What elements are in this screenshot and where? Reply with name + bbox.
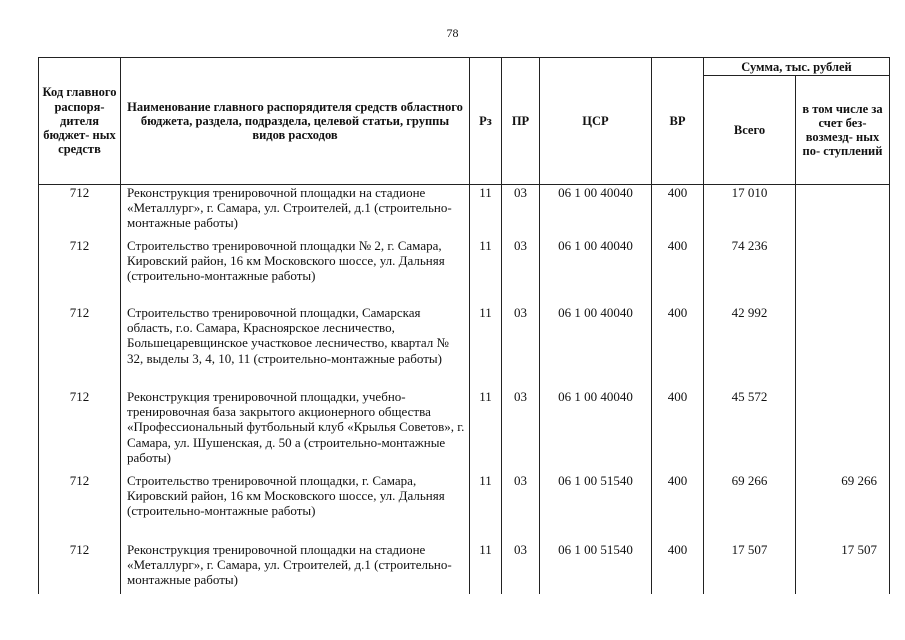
cell-name: Реконструкция тренировочной площадки на стадионе «Металлург», г. Самара, ул. Строителей, д.1 (строительно-монтажные работы) [121,185,470,239]
cell-incl: 69 266 [796,473,890,542]
cell-incl [796,305,890,389]
cell-csr: 06 1 00 51540 [540,473,652,542]
table-row [39,389,890,473]
cell-rz: 11 [470,473,502,542]
cell-vr: 400 [652,542,704,594]
cell-total: 69 266 [704,473,796,542]
table-row [39,473,890,542]
cell-code: 712 [39,238,121,305]
page-number: 78 [446,26,459,40]
cell-name: Строительство тренировочной площадки, г. Самара, Кировский район, 16 км Московского шоссе, ул. Дальняя (строительно-монтажные работы) [121,473,470,542]
cell-total: 45 572 [704,389,796,473]
cell-incl: 17 507 [796,542,890,594]
cell-csr: 06 1 00 40040 [540,238,652,305]
cell-csr: 06 1 00 51540 [540,542,652,594]
cell-code: 712 [39,542,121,594]
header-total: Всего [704,76,796,185]
cell-rz: 11 [470,185,502,239]
cell-name: Строительство тренировочной площадки, Самарская область, г.о. Самара, Красноярское лесничество, Большецаревщинское участковое лесничество, квартал № 32, выделы 3, 4, 10, 11 (строительно-монтажные работы) [121,305,470,389]
cell-pr: 03 [502,542,540,594]
header-vr: ВР [652,58,704,185]
table-row [39,238,890,305]
header-csr: ЦСР [540,58,652,185]
cell-vr: 400 [652,389,704,473]
header-rz: Рз [470,58,502,185]
cell-vr: 400 [652,238,704,305]
cell-incl [796,389,890,473]
cell-pr: 03 [502,185,540,239]
cell-name: Реконструкция тренировочной площадки на стадионе «Металлург», г. Самара, ул. Строителей, д.1 (строительно-монтажные работы) [121,542,470,594]
budget-table [38,57,890,594]
cell-name: Реконструкция тренировочной площадки, учебно-тренировочная база закрытого акционерного общества «Профессиональный футбольный клуб «Крылья Советов», г. Самара, ул. Шушенская, д. 50 а (строительно-монтажные работы) [121,389,470,473]
cell-total: 17 507 [704,542,796,594]
cell-code: 712 [39,389,121,473]
cell-csr: 06 1 00 40040 [540,389,652,473]
cell-pr: 03 [502,305,540,389]
cell-incl [796,185,890,239]
cell-incl [796,238,890,305]
table-header [39,58,890,185]
header-sum: Сумма, тыс. рублей [704,58,890,76]
table-body [39,185,890,595]
cell-vr: 400 [652,305,704,389]
cell-code: 712 [39,305,121,389]
cell-total: 17 010 [704,185,796,239]
cell-rz: 11 [470,238,502,305]
cell-pr: 03 [502,473,540,542]
cell-csr: 06 1 00 40040 [540,185,652,239]
cell-rz: 11 [470,389,502,473]
header-incl: в том числе за счет без- возмезд- ных по- ступлений [796,76,890,185]
table-row [39,305,890,389]
cell-vr: 400 [652,185,704,239]
cell-csr: 06 1 00 40040 [540,305,652,389]
cell-rz: 11 [470,542,502,594]
table-row [39,542,890,594]
cell-rz: 11 [470,305,502,389]
header-name: Наименование главного распорядителя средств областного бюджета, раздела, подраздела, целевой статьи, группы видов расходов [121,58,470,185]
cell-pr: 03 [502,238,540,305]
table-row [39,185,890,239]
cell-total: 42 992 [704,305,796,389]
cell-name: Строительство тренировочной площадки № 2, г. Самара, Кировский район, 16 км Московского шоссе, ул. Дальняя (строительно-монтажные работы) [121,238,470,305]
cell-code: 712 [39,185,121,239]
header-pr: ПР [502,58,540,185]
header-code: Код главного распоря- дителя бюджет- ных средств [39,58,121,185]
cell-code: 712 [39,473,121,542]
cell-total: 74 236 [704,238,796,305]
cell-vr: 400 [652,473,704,542]
cell-pr: 03 [502,389,540,473]
